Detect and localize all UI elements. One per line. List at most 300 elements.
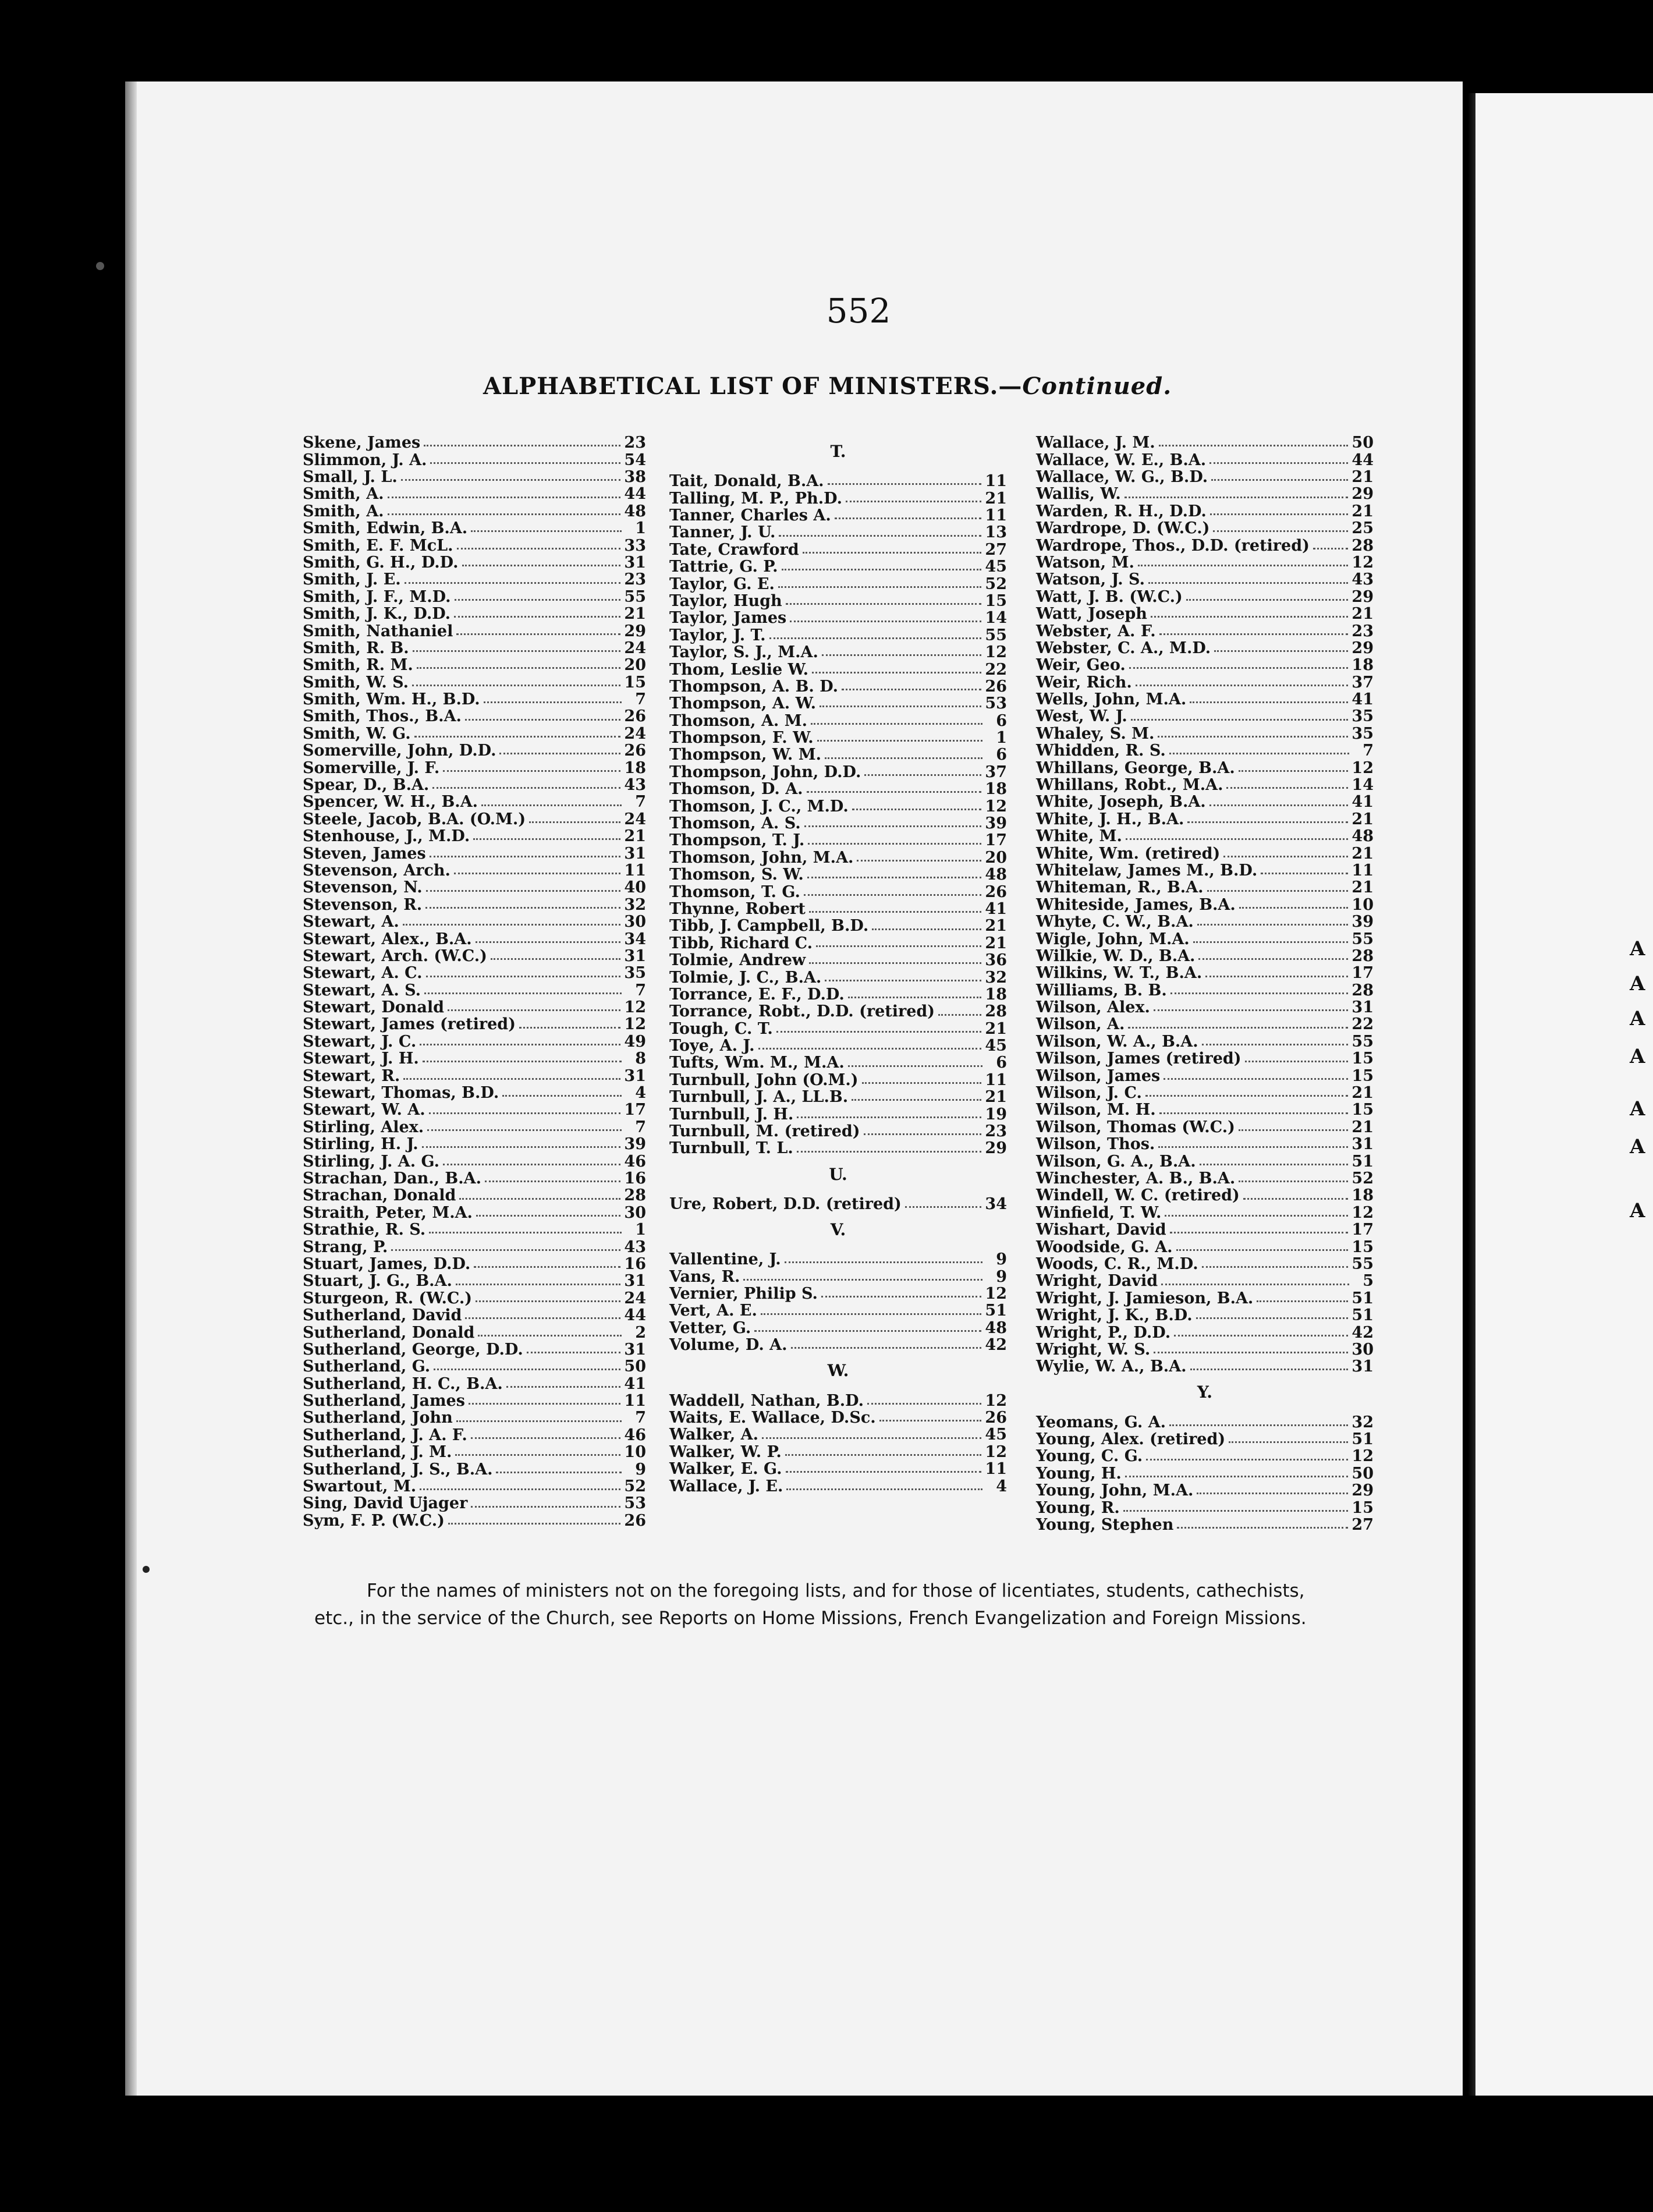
minister-name: Stuart, J. G., B.A.: [303, 1272, 452, 1291]
minister-name: Waddell, Nathan, B.D.: [669, 1391, 864, 1410]
dot-leader: [456, 633, 620, 635]
dot-leader: [811, 723, 982, 725]
page-reference: 29: [1352, 485, 1374, 504]
dot-leader: [825, 980, 981, 981]
dot-leader: [478, 1335, 622, 1337]
page-reference: 21: [985, 489, 1007, 508]
dot-leader: [804, 894, 982, 896]
dot-leader: [471, 530, 622, 532]
list-item: [669, 1337, 1007, 1353]
dot-leader: [465, 1317, 620, 1319]
list-item: [1036, 1050, 1374, 1067]
minister-name: Smith, J. K., D.D.: [303, 605, 451, 623]
page-reference: 18: [1352, 1186, 1374, 1205]
minister-name: Warden, R. H., D.D.: [1036, 502, 1207, 520]
list-item: [303, 1187, 646, 1204]
dot-leader: [476, 941, 621, 943]
minister-name: Sing, David Ujager: [303, 1494, 468, 1513]
page-reference: 46: [624, 1426, 646, 1444]
dot-leader: [1223, 856, 1348, 857]
list-item: [669, 797, 1007, 814]
heading-main: ALPHABETICAL LIST OF MINISTERS.—: [483, 373, 1023, 400]
page-reference: 7: [635, 1118, 646, 1136]
dot-leader: [422, 1146, 621, 1148]
minister-name: Wigle, John, M.A.: [1036, 930, 1190, 948]
minister-name: Straith, Peter, M.A.: [303, 1203, 473, 1222]
page-reference: 55: [1352, 1254, 1374, 1273]
list-item: [303, 1016, 646, 1033]
list-item: [669, 609, 1007, 626]
list-item: [303, 1153, 646, 1169]
dot-leader: [1209, 462, 1348, 464]
minister-name: Wilson, James: [1036, 1066, 1161, 1085]
minister-name: Wallace, W. E., B.A.: [1036, 451, 1207, 469]
list-item: [669, 593, 1007, 609]
dot-leader: [424, 992, 622, 994]
page-reference: 32: [1352, 1413, 1374, 1431]
page-reference: 15: [985, 591, 1007, 610]
list-item: [303, 1033, 646, 1050]
dot-leader: [1164, 1078, 1348, 1080]
minister-name: Turnbull, John (O.M.): [669, 1070, 859, 1089]
minister-name: Young, John, M.A.: [1036, 1481, 1194, 1500]
list-item: [303, 571, 646, 588]
page-reference: 31: [624, 553, 646, 572]
page-reference: 51: [1352, 1289, 1374, 1307]
dot-leader: [848, 1065, 982, 1067]
list-item: [303, 1358, 646, 1375]
list-item: [669, 1268, 1007, 1285]
dot-leader: [465, 719, 620, 721]
page-reference: 1: [635, 519, 646, 538]
page-reference: 17: [624, 1101, 646, 1119]
minister-name: Yeomans, G. A.: [1036, 1413, 1166, 1431]
list-item: [669, 1409, 1007, 1426]
page-reference: 31: [624, 1066, 646, 1085]
dot-leader: [1239, 1181, 1348, 1182]
page-reference: 40: [624, 878, 646, 897]
minister-name: Smith, Thos., B.A.: [303, 707, 462, 726]
list-item: [1036, 1341, 1374, 1358]
minister-name: Smith, Nathaniel: [303, 622, 453, 640]
minister-name: Vans, R.: [669, 1267, 740, 1286]
minister-name: Vert, A. E.: [669, 1302, 757, 1320]
minister-name: Smith, Wm. H., B.D.: [303, 690, 480, 709]
list-item: [303, 1256, 646, 1272]
list-item: [1036, 1290, 1374, 1307]
list-item: [303, 673, 646, 690]
dot-leader: [401, 479, 621, 481]
list-item: [303, 1290, 646, 1307]
dot-leader: [1176, 1249, 1349, 1251]
dot-leader: [776, 1031, 982, 1033]
minister-name: Toye, A. J.: [669, 1037, 755, 1055]
page-reference: 28: [1352, 536, 1374, 555]
list-item: [669, 473, 1007, 490]
minister-name: Stewart, Donald: [303, 998, 445, 1017]
list-item: [1036, 999, 1374, 1016]
minister-name: Weir, Geo.: [1036, 656, 1126, 675]
list-item: [669, 883, 1007, 900]
page-reference: 26: [624, 1511, 646, 1530]
page-reference: 26: [624, 707, 646, 726]
list-item: [669, 815, 1007, 832]
footnote: [314, 1578, 1339, 1632]
minister-name: Wilson, J. C.: [1036, 1084, 1142, 1103]
list-item: [1036, 1307, 1374, 1324]
page-reference: 6: [996, 1054, 1007, 1072]
dot-leader: [1209, 804, 1349, 806]
minister-name: Wallace, J. M.: [1036, 434, 1155, 452]
dot-leader: [809, 911, 982, 913]
list-item: [669, 678, 1007, 695]
minister-name: Winfield, T. W.: [1036, 1203, 1162, 1222]
dot-leader: [1190, 1369, 1349, 1370]
page-reference: 33: [624, 536, 646, 555]
minister-name: Wilson, James (retired): [1036, 1050, 1241, 1068]
minister-name: Wilkie, W. D., B.A.: [1036, 947, 1196, 965]
minister-name: Smith, W. S.: [303, 673, 409, 692]
minister-name: Stewart, J. C.: [303, 1032, 417, 1051]
page-reference: 36: [985, 951, 1007, 970]
page-reference: 24: [624, 810, 646, 828]
minister-name: Stewart, A. C.: [303, 964, 423, 983]
dot-leader: [481, 804, 622, 806]
page-reference: 4: [996, 1477, 1007, 1495]
list-item: [1036, 451, 1374, 468]
page-reference: 21: [985, 934, 1007, 952]
list-item: [1036, 930, 1374, 947]
page-reference: 51: [1352, 1306, 1374, 1325]
page-reference: 18: [1352, 656, 1374, 675]
minister-name: Smith, J. F., M.D.: [303, 587, 451, 606]
list-item: [303, 1461, 646, 1477]
list-item: [1036, 1465, 1374, 1482]
list-item: [1036, 1033, 1374, 1050]
minister-name: Sutherland, H. C., B.A.: [303, 1374, 503, 1393]
column-1: [303, 434, 646, 1529]
page-reference: 6: [996, 746, 1007, 764]
minister-name: Stewart, Arch. (W.C.): [303, 947, 487, 965]
minister-name: Taylor, J. T.: [669, 626, 766, 644]
dot-leader: [817, 740, 982, 742]
minister-name: Slimmon, J. A.: [303, 451, 427, 469]
minister-name: Webster, C. A., M.D.: [1036, 639, 1211, 657]
list-item: [1036, 1136, 1374, 1153]
minister-name: Wallis, W.: [1036, 485, 1121, 504]
dot-leader: [1186, 599, 1349, 601]
list-item: [1036, 811, 1374, 828]
list-item: [669, 1426, 1007, 1443]
list-item: [1036, 537, 1374, 554]
dot-leader: [1136, 685, 1349, 686]
dot-leader: [867, 1403, 981, 1405]
minister-name: Wilson, M. H.: [1036, 1101, 1156, 1119]
dot-leader: [476, 1215, 620, 1217]
page-reference: 51: [1352, 1152, 1374, 1171]
list-item: [303, 1324, 646, 1341]
page-reference: 43: [624, 776, 646, 795]
page-reference: 10: [624, 1443, 646, 1462]
list-item: [1036, 657, 1374, 673]
page-reference: 21: [985, 1088, 1007, 1107]
page-reference: 21: [1352, 810, 1374, 828]
list-item: [303, 1221, 646, 1238]
dot-leader: [443, 1164, 620, 1165]
list-item: [1036, 1238, 1374, 1255]
facing-page: [1475, 93, 1653, 2096]
list-item: [669, 1054, 1007, 1071]
minister-name: Vernier, Philip S.: [669, 1285, 818, 1303]
minister-name: Taylor, S. J., M.A.: [669, 643, 818, 662]
list-item: [1036, 879, 1374, 896]
dot-leader: [1170, 1232, 1349, 1233]
dot-leader: [1159, 633, 1349, 635]
page-reference: 30: [1352, 1340, 1374, 1359]
dot-leader: [474, 1266, 620, 1268]
list-item: [669, 1196, 1007, 1213]
page-reference: 26: [985, 677, 1007, 696]
dot-leader: [1313, 548, 1349, 550]
dot-leader: [1148, 582, 1348, 584]
page-reference: 24: [624, 1289, 646, 1307]
page-reference: 53: [985, 694, 1007, 713]
section-letter: T.: [830, 442, 846, 461]
dot-leader: [391, 1249, 620, 1251]
minister-name: Stevenson, R.: [303, 895, 423, 914]
dot-leader: [879, 1420, 982, 1422]
minister-name: Vallentine, J.: [669, 1250, 781, 1269]
dot-leader: [1129, 667, 1349, 669]
page-reference: 24: [624, 639, 646, 657]
dot-leader: [476, 1300, 620, 1302]
page-reference: 11: [624, 861, 646, 880]
dot-leader: [786, 1471, 982, 1473]
dot-leader: [761, 1313, 982, 1315]
list-item: [303, 828, 646, 845]
dot-leader: [816, 945, 981, 947]
page-reference: 51: [985, 1302, 1007, 1320]
page-reference: 23: [624, 570, 646, 589]
dot-leader: [1193, 941, 1349, 943]
minister-name: Young, H.: [1036, 1464, 1122, 1483]
list-item: [669, 558, 1007, 575]
dot-leader: [434, 1369, 620, 1370]
list-item: [1036, 691, 1374, 708]
page-reference: 39: [985, 814, 1007, 833]
page-reference: 48: [985, 866, 1007, 884]
list-item: [1036, 1067, 1374, 1084]
facing-page-letter: A: [1630, 1199, 1645, 1222]
page-reference: 29: [624, 622, 646, 640]
page-reference: 26: [985, 882, 1007, 901]
page-reference: 44: [624, 1306, 646, 1325]
minister-name: Watt, J. B. (W.C.): [1036, 587, 1183, 606]
page-reference: 7: [635, 690, 646, 709]
list-item: [1036, 605, 1374, 622]
minister-name: Sutherland, John: [303, 1409, 453, 1427]
minister-name: Stevenson, N.: [303, 878, 423, 897]
dot-leader: [1146, 1459, 1348, 1461]
list-item: [669, 935, 1007, 952]
dot-leader: [1243, 1198, 1349, 1200]
list-item: [669, 849, 1007, 866]
list-item: [303, 1478, 646, 1495]
facing-page-letter: A: [1630, 972, 1645, 995]
page-reference: 43: [624, 1238, 646, 1256]
list-item: [303, 879, 646, 896]
page-reference: 48: [624, 502, 646, 520]
page-reference: 10: [1352, 895, 1374, 914]
minister-name: Woodside, G. A.: [1036, 1238, 1173, 1256]
page-reference: 21: [624, 605, 646, 623]
minister-name: Stewart, W. A.: [303, 1101, 425, 1119]
list-item: [1036, 1016, 1374, 1033]
page-reference: 32: [624, 895, 646, 914]
minister-name: Wallace, W. G., B.D.: [1036, 467, 1208, 486]
dot-leader: [455, 1454, 620, 1456]
page-reference: 55: [1352, 1032, 1374, 1051]
dot-leader: [426, 976, 621, 977]
dot-leader: [506, 1386, 621, 1388]
list-item: [303, 777, 646, 793]
minister-name: Stirling, H. J.: [303, 1135, 418, 1154]
list-item: [669, 1037, 1007, 1054]
minister-name: Smith, A.: [303, 485, 384, 504]
dot-leader: [808, 843, 981, 845]
page-reference: 55: [985, 626, 1007, 644]
list-item: [1036, 503, 1374, 520]
list-item: [669, 712, 1007, 729]
list-item: [1036, 1499, 1374, 1516]
minister-name: Sutherland, J. M.: [303, 1443, 452, 1462]
margin-mark: [143, 1566, 150, 1573]
page-reference: 31: [1352, 1135, 1374, 1154]
minister-name: Whiteman, R., B.A.: [1036, 878, 1204, 897]
list-item: [669, 746, 1007, 763]
page-reference: 7: [635, 1409, 646, 1427]
dot-leader: [1202, 1044, 1349, 1045]
dot-leader: [424, 445, 620, 446]
list-item: [303, 759, 646, 776]
page-reference: 48: [1352, 827, 1374, 846]
minister-name: Swartout, M.: [303, 1477, 417, 1496]
dot-leader: [1151, 616, 1349, 618]
column-2: [669, 434, 1007, 1495]
dot-leader: [1261, 873, 1348, 874]
page-reference: 38: [624, 467, 646, 486]
page-reference: 12: [1352, 1203, 1374, 1222]
minister-name: Woods, C. R., M.D.: [1036, 1254, 1198, 1273]
dot-leader: [430, 462, 620, 464]
list-item: [1036, 554, 1374, 571]
page-reference: 11: [985, 1070, 1007, 1089]
list-item: [1036, 1153, 1374, 1169]
dot-leader: [1239, 1129, 1349, 1131]
minister-name: Talling, M. P., Ph.D.: [669, 489, 842, 508]
page-reference: 15: [1352, 1498, 1374, 1517]
dot-leader: [457, 548, 621, 550]
list-item: [1036, 1448, 1374, 1465]
minister-name: Smith, W. G.: [303, 724, 411, 743]
minister-name: Young, C. G.: [1036, 1447, 1143, 1466]
page-reference: 12: [985, 797, 1007, 816]
dot-leader: [1177, 1527, 1348, 1529]
page-reference: 44: [1352, 451, 1374, 469]
page-reference: 42: [985, 1336, 1007, 1355]
page-reference: 28: [1352, 981, 1374, 999]
list-item: [303, 605, 646, 622]
list-item: [303, 622, 646, 639]
list-item: [669, 1461, 1007, 1477]
dot-leader: [443, 770, 620, 772]
dot-leader: [1169, 753, 1349, 754]
list-item: [669, 832, 1007, 849]
list-item: [303, 999, 646, 1016]
dot-leader: [872, 928, 981, 930]
list-item: [669, 1320, 1007, 1337]
list-item: [669, 627, 1007, 644]
page-reference: 26: [985, 1408, 1007, 1427]
list-item: [1036, 896, 1374, 913]
list-item: [669, 1003, 1007, 1020]
page-reference: 52: [1352, 1169, 1374, 1187]
dot-leader: [1187, 821, 1348, 823]
page-reference: 54: [624, 451, 646, 469]
dot-leader: [864, 774, 981, 776]
page-reference: 4: [635, 1084, 646, 1103]
list-item: [1036, 1431, 1374, 1448]
minister-name: Wright, J. K., B.D.: [1036, 1306, 1193, 1325]
page-reference: 22: [985, 660, 1007, 679]
list-item: [669, 1302, 1007, 1319]
minister-name: White, J. H., B.A.: [1036, 810, 1184, 828]
list-item: [669, 644, 1007, 661]
minister-name: Wishart, David: [1036, 1221, 1166, 1239]
dot-leader: [852, 1099, 981, 1101]
page-reference: 31: [624, 844, 646, 863]
page-reference: 50: [1352, 1464, 1374, 1483]
page-reference: 23: [624, 434, 646, 452]
dot-leader: [1165, 1215, 1348, 1217]
dot-leader: [1190, 701, 1348, 703]
page-reference: 15: [1352, 1238, 1374, 1256]
page-reference: 7: [1363, 742, 1374, 760]
page-reference: 11: [624, 1392, 646, 1410]
minister-name: Thompson, W. M.: [669, 746, 822, 764]
minister-name: Young, Stephen: [1036, 1516, 1174, 1534]
dot-leader: [1200, 1164, 1349, 1165]
minister-name: Stewart, Alex., B.A.: [303, 930, 472, 948]
page-reference: 20: [624, 656, 646, 675]
minister-name: Stewart, A. S.: [303, 981, 421, 999]
dot-leader: [1125, 1476, 1349, 1477]
page-reference: 11: [985, 472, 1007, 491]
page-reference: 21: [1352, 605, 1374, 623]
dot-leader: [1170, 992, 1349, 994]
minister-name: Smith, E. F. McL.: [303, 536, 453, 555]
minister-name: White, Joseph, B.A.: [1036, 793, 1206, 811]
list-item: [303, 1204, 646, 1221]
dot-leader: [420, 1488, 620, 1490]
page-reference: 46: [624, 1152, 646, 1171]
list-item: [303, 1067, 646, 1084]
minister-name: Tibb, J. Campbell, B.D.: [669, 917, 869, 935]
page-reference: 52: [624, 1477, 646, 1496]
dot-leader: [1197, 1493, 1348, 1494]
minister-name: Wilson, W. A., B.A.: [1036, 1032, 1198, 1051]
dot-leader: [1161, 1284, 1349, 1285]
